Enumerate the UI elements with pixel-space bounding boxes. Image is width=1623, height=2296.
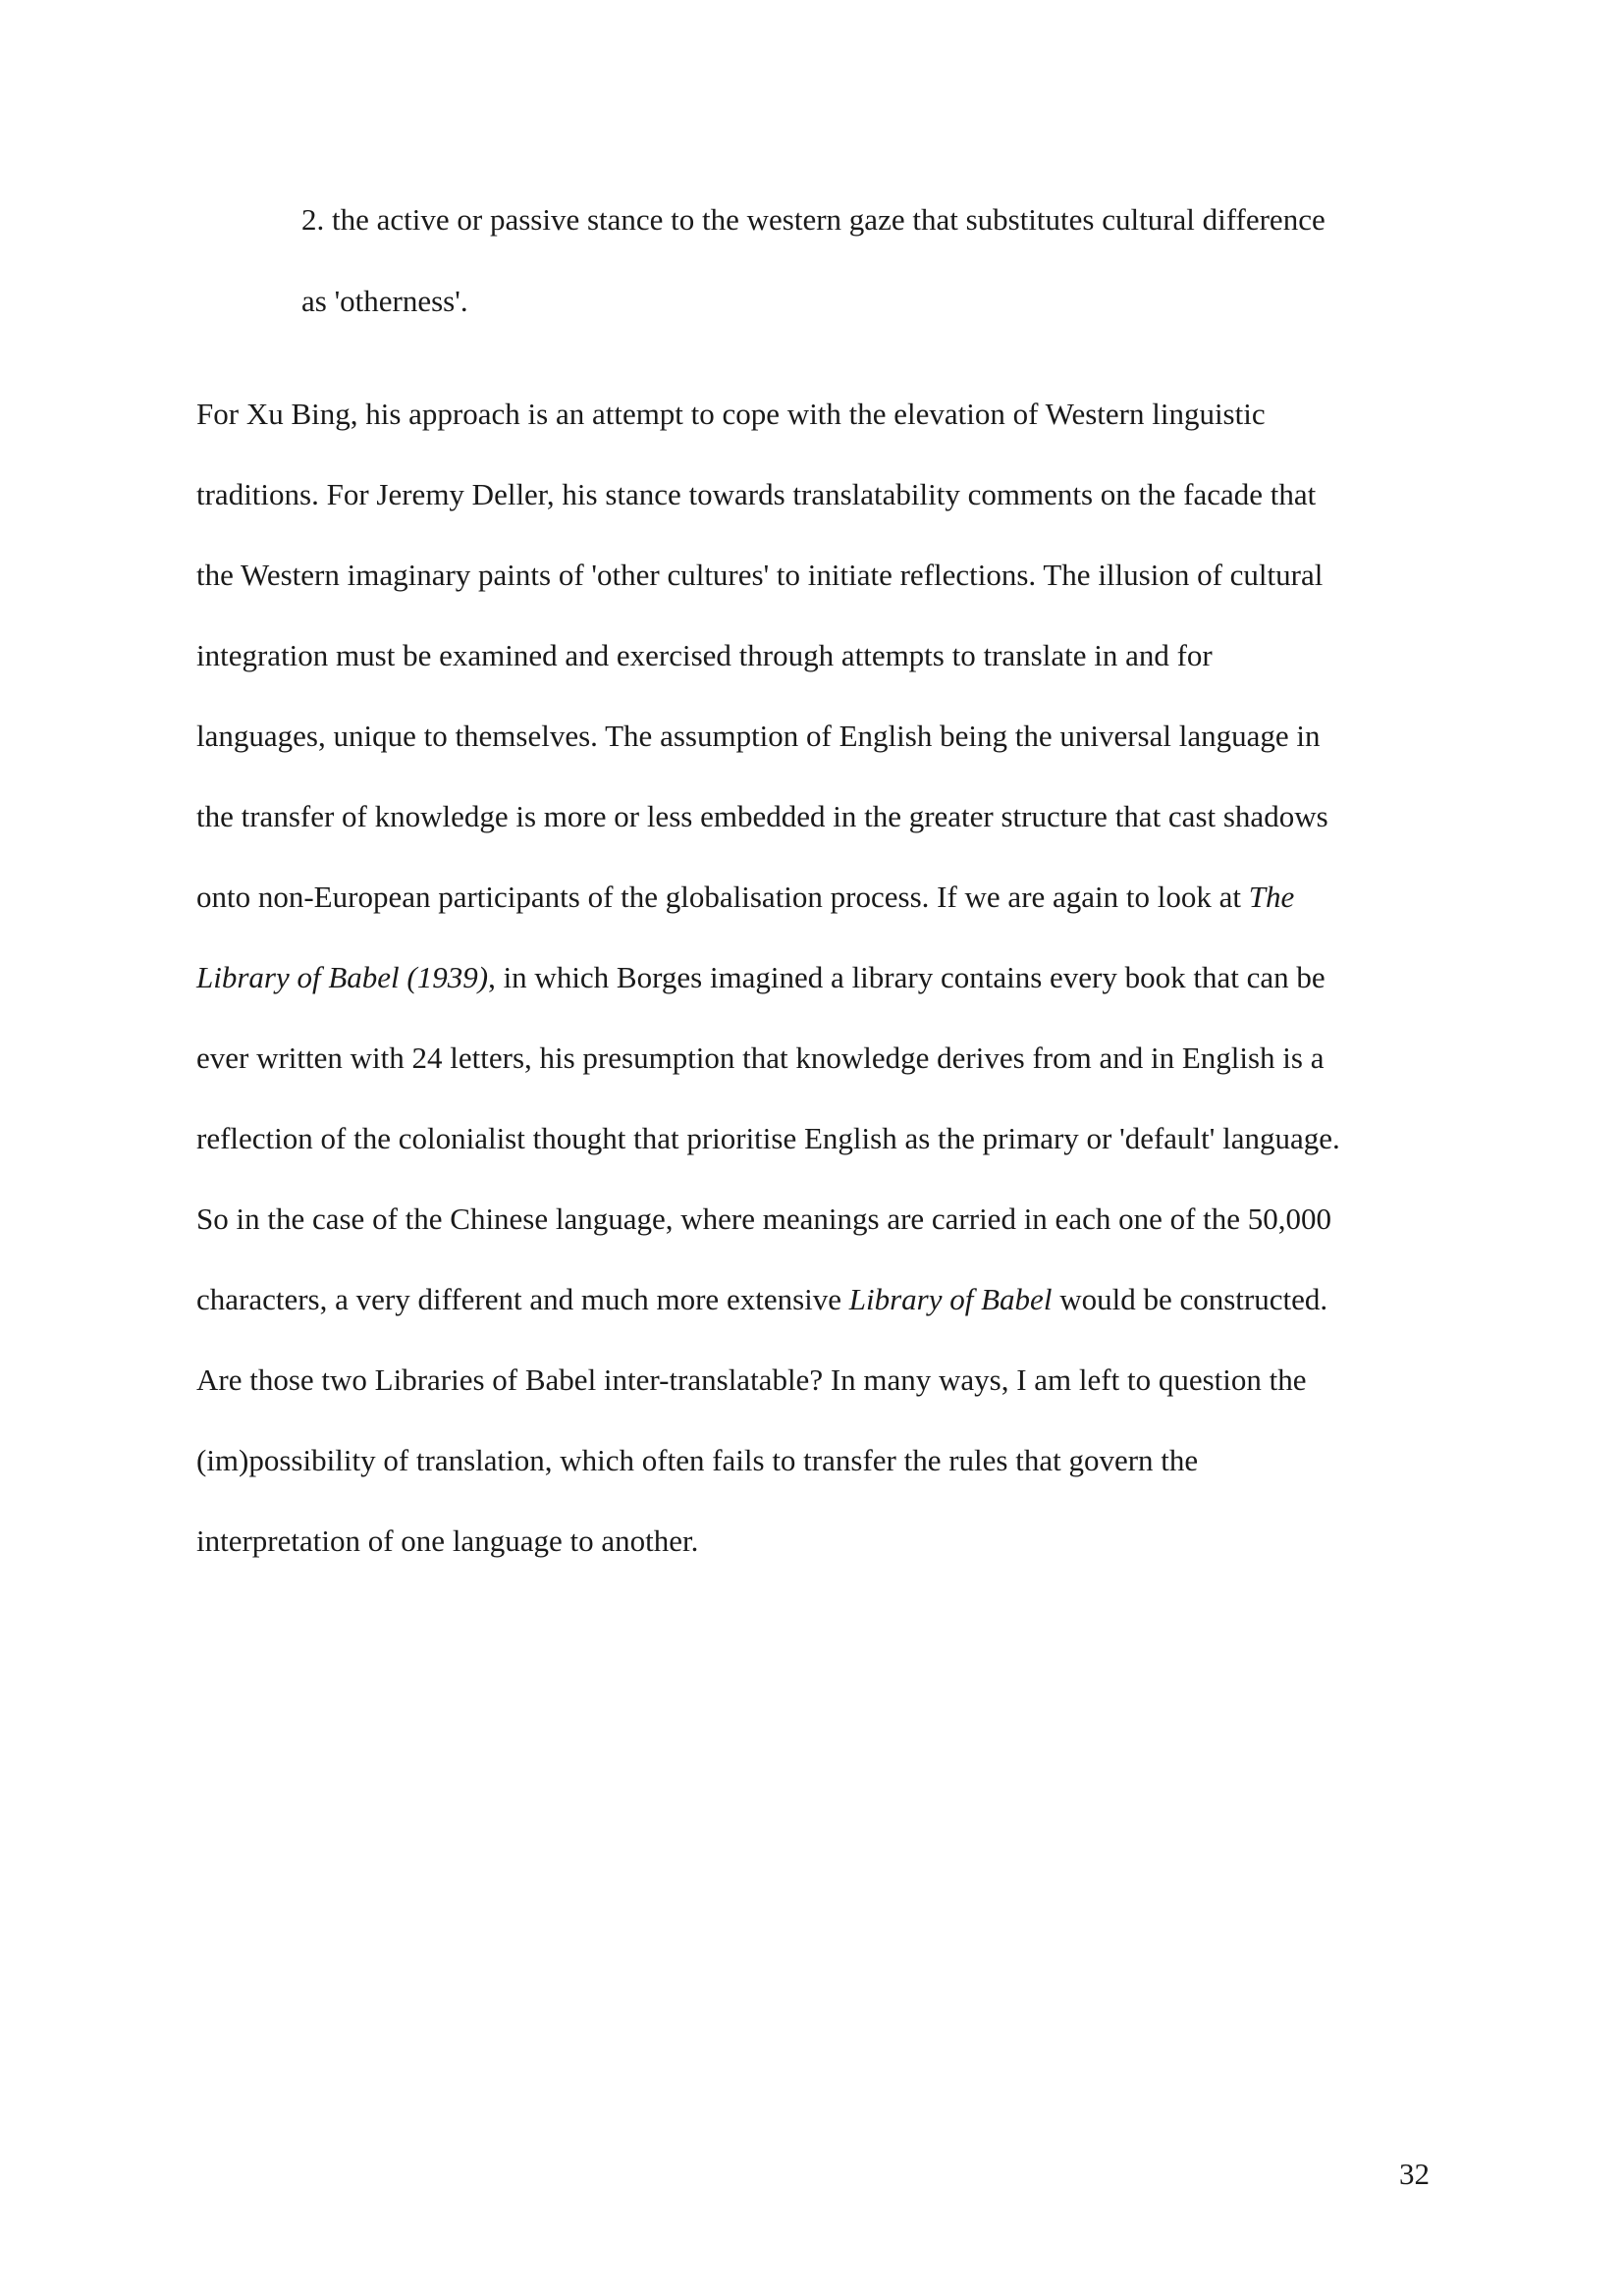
paragraph-line: the transfer of knowledge is more or less embedded in the greater structure that cast shadows bbox=[196, 799, 1328, 833]
paragraph-line: (im)possibility of translation, which often fails to transfer the rules that govern the bbox=[196, 1443, 1199, 1477]
paragraph-line: So in the case of the Chinese language, where meanings are carried in each one of the 50,000 bbox=[196, 1201, 1332, 1236]
paragraph-line: interpretation of one language to another. bbox=[196, 1523, 699, 1558]
paragraph-line: reflection of the colonialist thought that prioritise English as the primary or 'default' language. bbox=[196, 1121, 1340, 1155]
book-title-italic: Library of Babel bbox=[848, 1282, 1053, 1316]
paragraph-text: would be constructed. bbox=[1052, 1282, 1328, 1316]
paragraph-line: ever written with 24 letters, his presumption that knowledge derives from and in English is a bbox=[196, 1041, 1325, 1075]
paragraph-line: integration must be examined and exercised through attempts to translate in and for bbox=[196, 638, 1213, 672]
paragraph-text: characters, a very different and much more extensive bbox=[196, 1282, 849, 1316]
list-item-line-1: 2. the active or passive stance to the western gaze that substitutes cultural difference bbox=[301, 202, 1325, 237]
paragraph-line bbox=[196, 1280, 1327, 1319]
paragraph-text: onto non-European participants of the globalisation process. If we are again to look at bbox=[196, 880, 1249, 914]
book-title-italic: Library of Babel (1939) bbox=[196, 960, 489, 994]
paragraph-line bbox=[196, 878, 1294, 917]
list-item-line-2: as 'otherness'. bbox=[301, 284, 468, 318]
paragraph-line: Are those two Libraries of Babel inter-translatable? In many ways, I am left to question the bbox=[196, 1362, 1307, 1397]
paragraph-line: For Xu Bing, his approach is an attempt to cope with the elevation of Western linguistic bbox=[196, 397, 1266, 431]
book-title-italic: The bbox=[1248, 880, 1295, 914]
page-number: 32 bbox=[1399, 2157, 1430, 2191]
paragraph-line: traditions. For Jeremy Deller, his stance towards translatability comments on the facade that bbox=[196, 477, 1317, 511]
paragraph-line bbox=[196, 958, 1325, 997]
paragraph-text: , in which Borges imagined a library contains every book that can be bbox=[488, 960, 1325, 994]
paragraph-line: languages, unique to themselves. The assumption of English being the universal language in bbox=[196, 719, 1321, 753]
paragraph-line: the Western imaginary paints of 'other cultures' to initiate reflections. The illusion of cultural bbox=[196, 558, 1324, 592]
